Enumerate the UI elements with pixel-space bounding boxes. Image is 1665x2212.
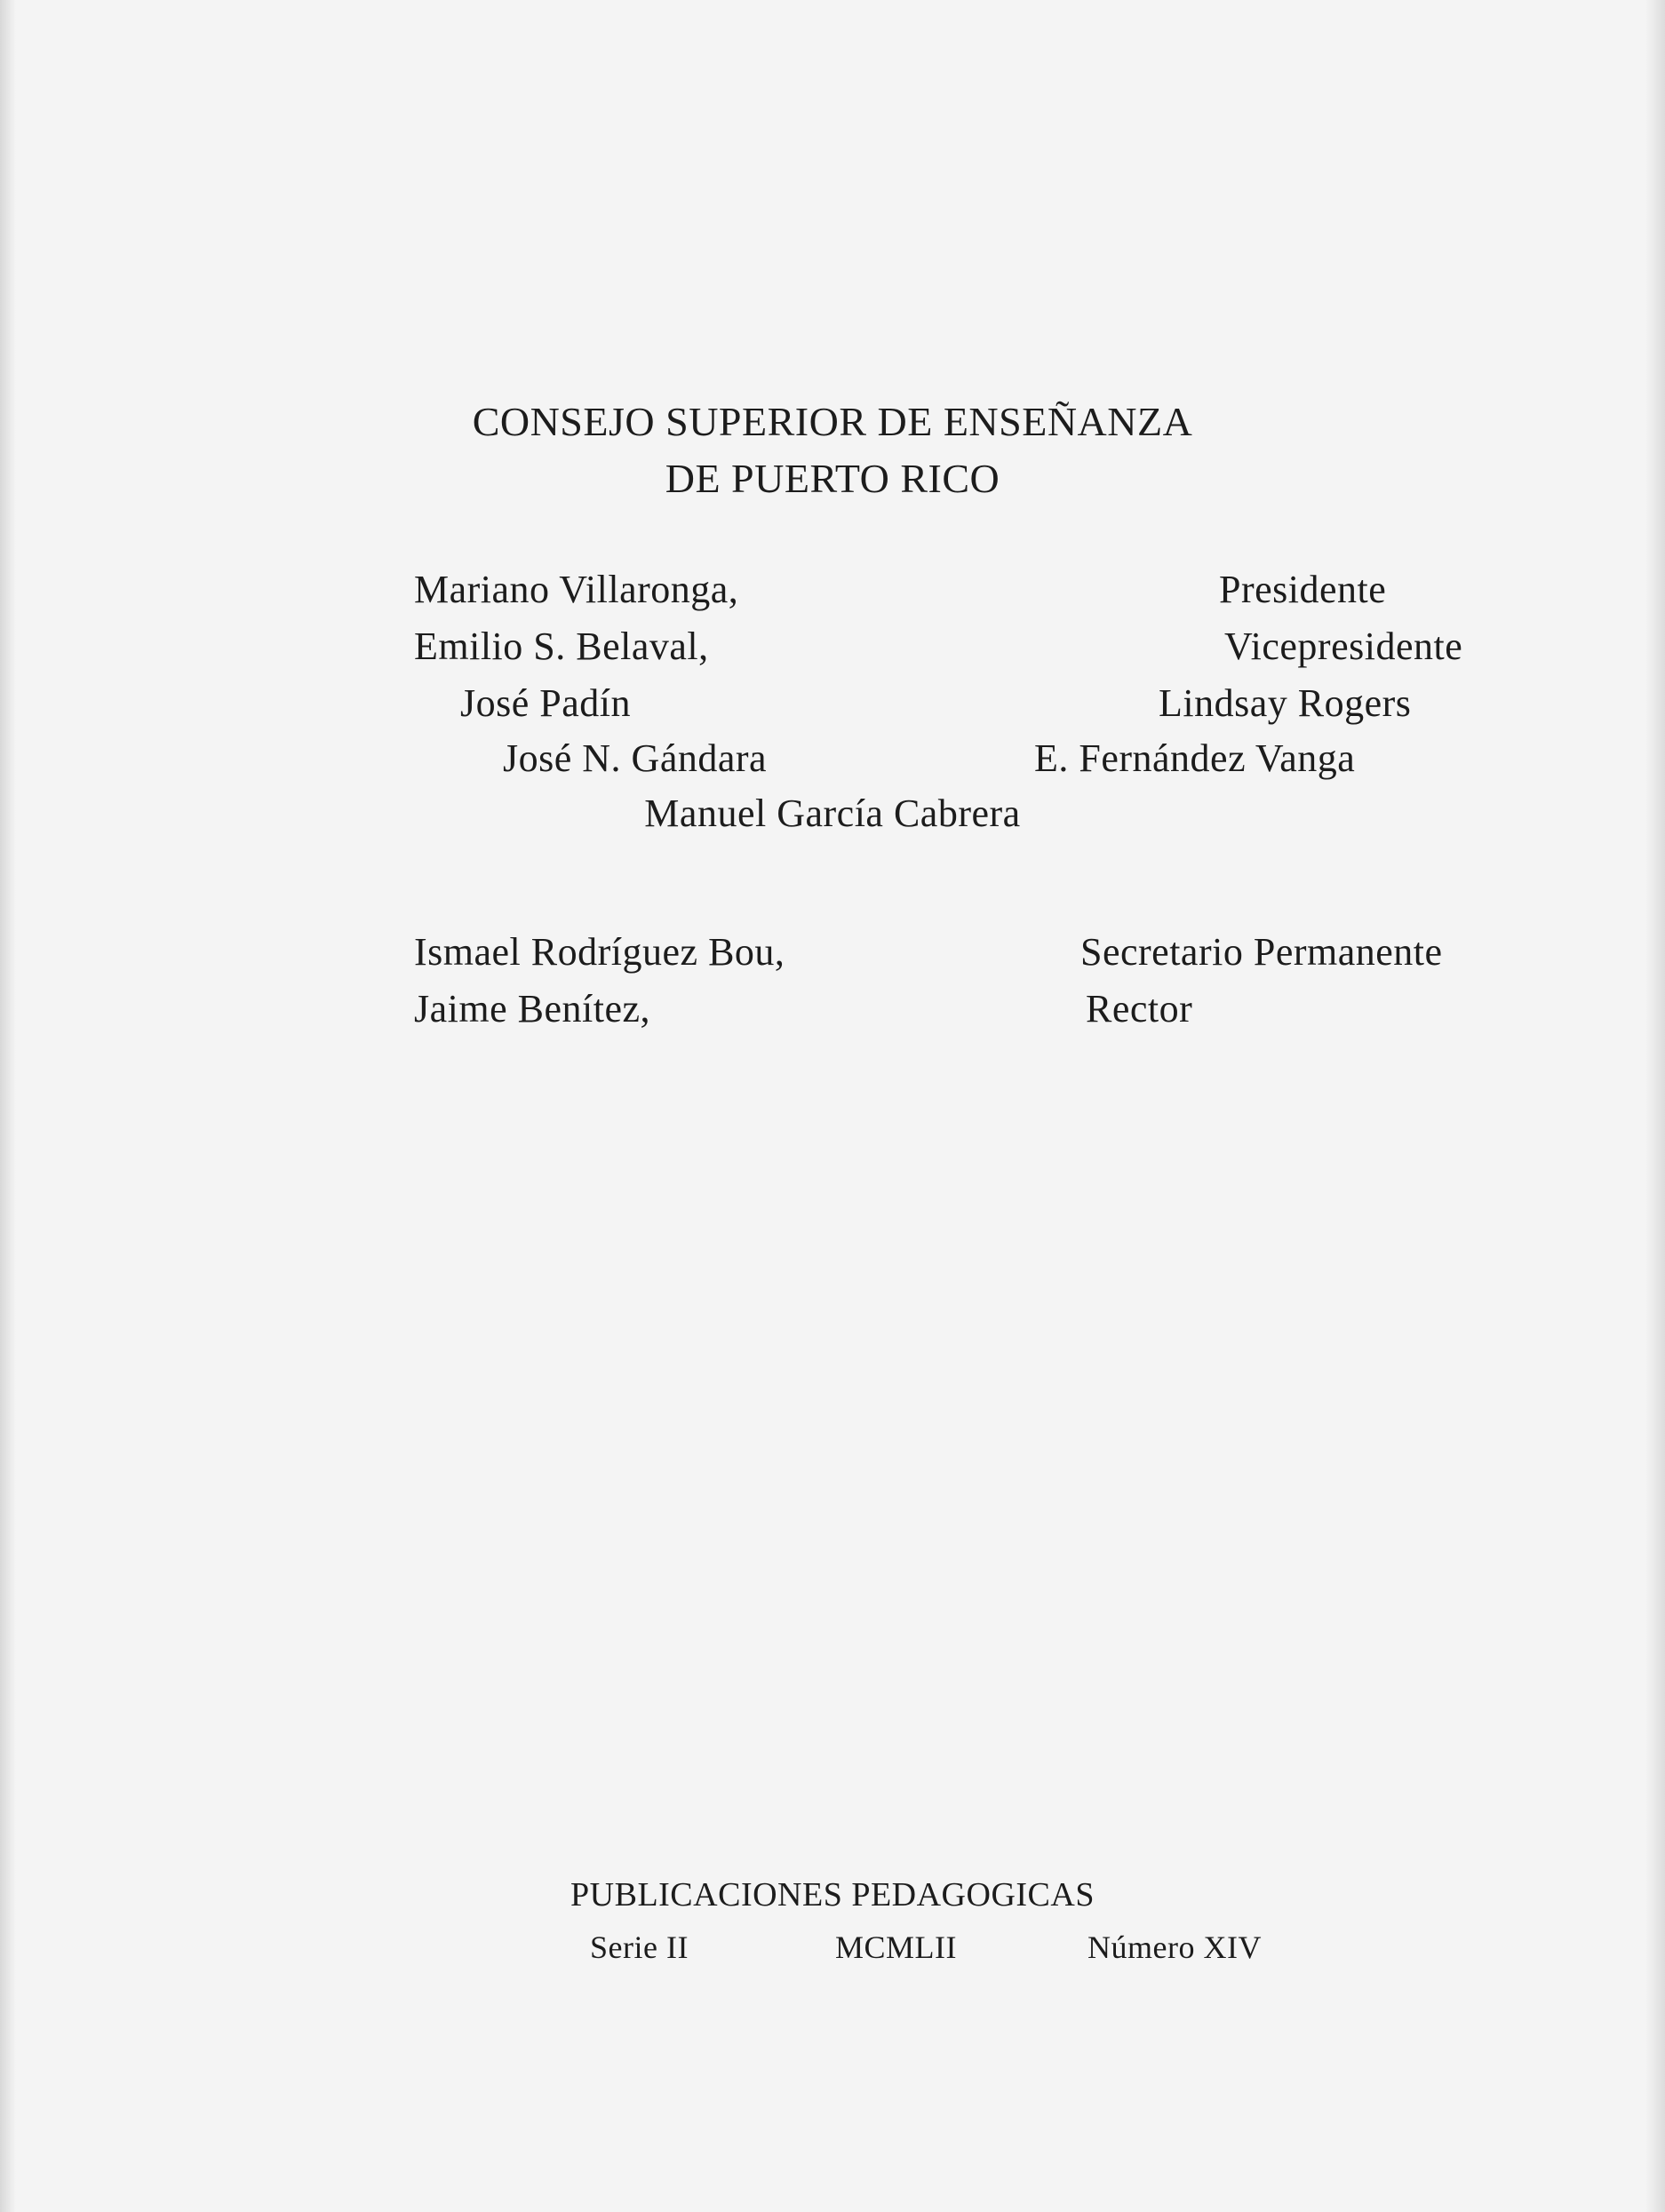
council-title: CONSEJO SUPERIOR DE ENSEÑANZA: [472, 399, 1193, 444]
series-number: Serie II: [590, 1930, 689, 1965]
publication-year: MCMLII: [835, 1930, 957, 1965]
member-role: Vicepresidente: [1224, 625, 1463, 668]
council-subtitle: DE PUERTO RICO: [665, 456, 1000, 501]
member-name: José Padín: [460, 681, 631, 725]
officer-name: Jaime Benítez,: [414, 987, 651, 1030]
member-role: Presidente: [1219, 568, 1387, 611]
member-name: Manuel García Cabrera: [644, 792, 1021, 835]
member-name: Mariano Villaronga,: [414, 568, 739, 611]
member-name: Lindsay Rogers: [1159, 681, 1412, 725]
officer-role: Rector: [1086, 987, 1193, 1030]
publication-series-title: PUBLICACIONES PEDAGOGICAS: [570, 1876, 1095, 1914]
member-name: José N. Gándara: [503, 736, 768, 780]
officer-name: Ismael Rodríguez Bou,: [414, 930, 785, 974]
issue-number: Número XIV: [1087, 1930, 1262, 1965]
member-name: E. Fernández Vanga: [1034, 736, 1356, 780]
member-name: Emilio S. Belaval,: [414, 625, 709, 668]
officer-role: Secretario Permanente: [1080, 930, 1443, 974]
